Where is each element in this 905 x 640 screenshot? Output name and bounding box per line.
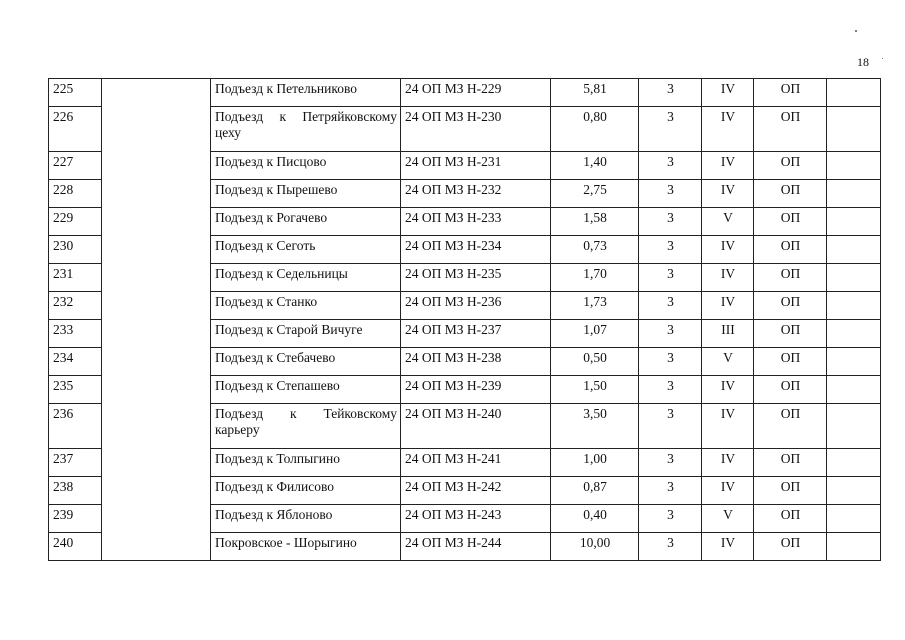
road-lanes: 3 <box>639 208 702 236</box>
row-number: 235 <box>49 376 102 404</box>
road-category: IV <box>702 449 754 477</box>
road-significance: ОП <box>754 348 827 376</box>
road-lanes: 3 <box>639 404 702 449</box>
road-length: 5,81 <box>551 79 639 107</box>
road-lanes: 3 <box>639 264 702 292</box>
road-code: 24 ОП МЗ Н-239 <box>401 376 551 404</box>
empty-cell <box>827 505 881 533</box>
road-name: Подъезд к Старой Вичуге <box>211 320 401 348</box>
road-lanes: 3 <box>639 79 702 107</box>
road-significance: ОП <box>754 533 827 561</box>
row-number: 227 <box>49 152 102 180</box>
empty-cell <box>827 107 881 152</box>
road-code: 24 ОП МЗ Н-235 <box>401 264 551 292</box>
road-code: 24 ОП МЗ Н-232 <box>401 180 551 208</box>
row-number: 240 <box>49 533 102 561</box>
road-length: 0,40 <box>551 505 639 533</box>
road-lanes: 3 <box>639 505 702 533</box>
road-category: IV <box>702 152 754 180</box>
road-length: 2,75 <box>551 180 639 208</box>
road-code: 24 ОП МЗ Н-236 <box>401 292 551 320</box>
road-lanes: 3 <box>639 477 702 505</box>
road-length: 1,58 <box>551 208 639 236</box>
road-lanes: 3 <box>639 107 702 152</box>
road-length: 0,50 <box>551 348 639 376</box>
row-number: 236 <box>49 404 102 449</box>
road-significance: ОП <box>754 376 827 404</box>
road-category: IV <box>702 180 754 208</box>
road-significance: ОП <box>754 264 827 292</box>
road-significance: ОП <box>754 152 827 180</box>
road-significance: ОП <box>754 107 827 152</box>
road-category: IV <box>702 404 754 449</box>
scan-speck <box>882 58 883 59</box>
road-name: Подъезд к Филисово <box>211 477 401 505</box>
row-number: 233 <box>49 320 102 348</box>
empty-cell <box>827 208 881 236</box>
empty-cell <box>827 152 881 180</box>
road-code: 24 ОП МЗ Н-231 <box>401 152 551 180</box>
row-number: 238 <box>49 477 102 505</box>
road-name: Подъезд к Рогачево <box>211 208 401 236</box>
road-lanes: 3 <box>639 180 702 208</box>
road-significance: ОП <box>754 404 827 449</box>
empty-cell <box>827 180 881 208</box>
road-length: 1,70 <box>551 264 639 292</box>
road-category: V <box>702 208 754 236</box>
road-code: 24 ОП МЗ Н-240 <box>401 404 551 449</box>
road-category: IV <box>702 236 754 264</box>
row-number: 232 <box>49 292 102 320</box>
road-significance: ОП <box>754 449 827 477</box>
road-name: Подъезд к Седельницы <box>211 264 401 292</box>
region-cell <box>102 79 211 561</box>
road-name: Покровское - Шорыгино <box>211 533 401 561</box>
road-name: Подъезд к Петельниково <box>211 79 401 107</box>
row-number: 230 <box>49 236 102 264</box>
road-category: IV <box>702 292 754 320</box>
road-name: Подъезд к Стебачево <box>211 348 401 376</box>
empty-cell <box>827 264 881 292</box>
row-number: 228 <box>49 180 102 208</box>
road-category: IV <box>702 477 754 505</box>
road-category: III <box>702 320 754 348</box>
road-code: 24 ОП МЗ Н-244 <box>401 533 551 561</box>
road-significance: ОП <box>754 79 827 107</box>
row-number: 237 <box>49 449 102 477</box>
road-name: Подъезд к Толпыгино <box>211 449 401 477</box>
road-code: 24 ОП МЗ Н-229 <box>401 79 551 107</box>
road-code: 24 ОП МЗ Н-233 <box>401 208 551 236</box>
road-code: 24 ОП МЗ Н-238 <box>401 348 551 376</box>
road-length: 1,00 <box>551 449 639 477</box>
empty-cell <box>827 376 881 404</box>
empty-cell <box>827 236 881 264</box>
road-category: V <box>702 505 754 533</box>
road-code: 24 ОП МЗ Н-241 <box>401 449 551 477</box>
road-name: Подъезд к Яблоново <box>211 505 401 533</box>
road-significance: ОП <box>754 236 827 264</box>
road-significance: ОП <box>754 292 827 320</box>
road-category: IV <box>702 79 754 107</box>
road-lanes: 3 <box>639 292 702 320</box>
empty-cell <box>827 449 881 477</box>
empty-cell <box>827 292 881 320</box>
road-category: IV <box>702 533 754 561</box>
road-name: Подъезд к Степашево <box>211 376 401 404</box>
road-name: Подъезд к Пырешево <box>211 180 401 208</box>
road-significance: ОП <box>754 208 827 236</box>
row-number: 225 <box>49 79 102 107</box>
road-lanes: 3 <box>639 236 702 264</box>
road-length: 3,50 <box>551 404 639 449</box>
road-code: 24 ОП МЗ Н-230 <box>401 107 551 152</box>
road-code: 24 ОП МЗ Н-243 <box>401 505 551 533</box>
empty-cell <box>827 477 881 505</box>
road-length: 0,73 <box>551 236 639 264</box>
road-code: 24 ОП МЗ Н-237 <box>401 320 551 348</box>
row-number: 234 <box>49 348 102 376</box>
road-significance: ОП <box>754 505 827 533</box>
table-row <box>49 79 881 107</box>
row-number: 226 <box>49 107 102 152</box>
road-lanes: 3 <box>639 152 702 180</box>
road-category: IV <box>702 376 754 404</box>
road-lanes: 3 <box>639 533 702 561</box>
road-name: Подъезд к Сеготь <box>211 236 401 264</box>
road-significance: ОП <box>754 180 827 208</box>
road-lanes: 3 <box>639 449 702 477</box>
road-name: Подъезд к Станко <box>211 292 401 320</box>
road-category: IV <box>702 264 754 292</box>
empty-cell <box>827 79 881 107</box>
row-number: 229 <box>49 208 102 236</box>
road-length: 10,00 <box>551 533 639 561</box>
road-name: Подъезд к Петряйковскому цеху <box>211 107 401 152</box>
road-length: 1,07 <box>551 320 639 348</box>
empty-cell <box>827 404 881 449</box>
scan-speck <box>855 30 857 32</box>
page-number: 18 <box>857 55 869 69</box>
roads-table <box>48 78 881 561</box>
empty-cell <box>827 320 881 348</box>
road-code: 24 ОП МЗ Н-234 <box>401 236 551 264</box>
road-length: 1,40 <box>551 152 639 180</box>
row-number: 231 <box>49 264 102 292</box>
road-name: Подъезд к Тейковскому карьеру <box>211 404 401 449</box>
road-name: Подъезд к Писцово <box>211 152 401 180</box>
road-lanes: 3 <box>639 348 702 376</box>
road-significance: ОП <box>754 477 827 505</box>
road-significance: ОП <box>754 320 827 348</box>
road-category: V <box>702 348 754 376</box>
road-lanes: 3 <box>639 320 702 348</box>
road-length: 0,87 <box>551 477 639 505</box>
empty-cell <box>827 533 881 561</box>
road-category: IV <box>702 107 754 152</box>
row-number: 239 <box>49 505 102 533</box>
empty-cell <box>827 348 881 376</box>
road-length: 1,73 <box>551 292 639 320</box>
road-code: 24 ОП МЗ Н-242 <box>401 477 551 505</box>
road-length: 1,50 <box>551 376 639 404</box>
road-lanes: 3 <box>639 376 702 404</box>
road-length: 0,80 <box>551 107 639 152</box>
